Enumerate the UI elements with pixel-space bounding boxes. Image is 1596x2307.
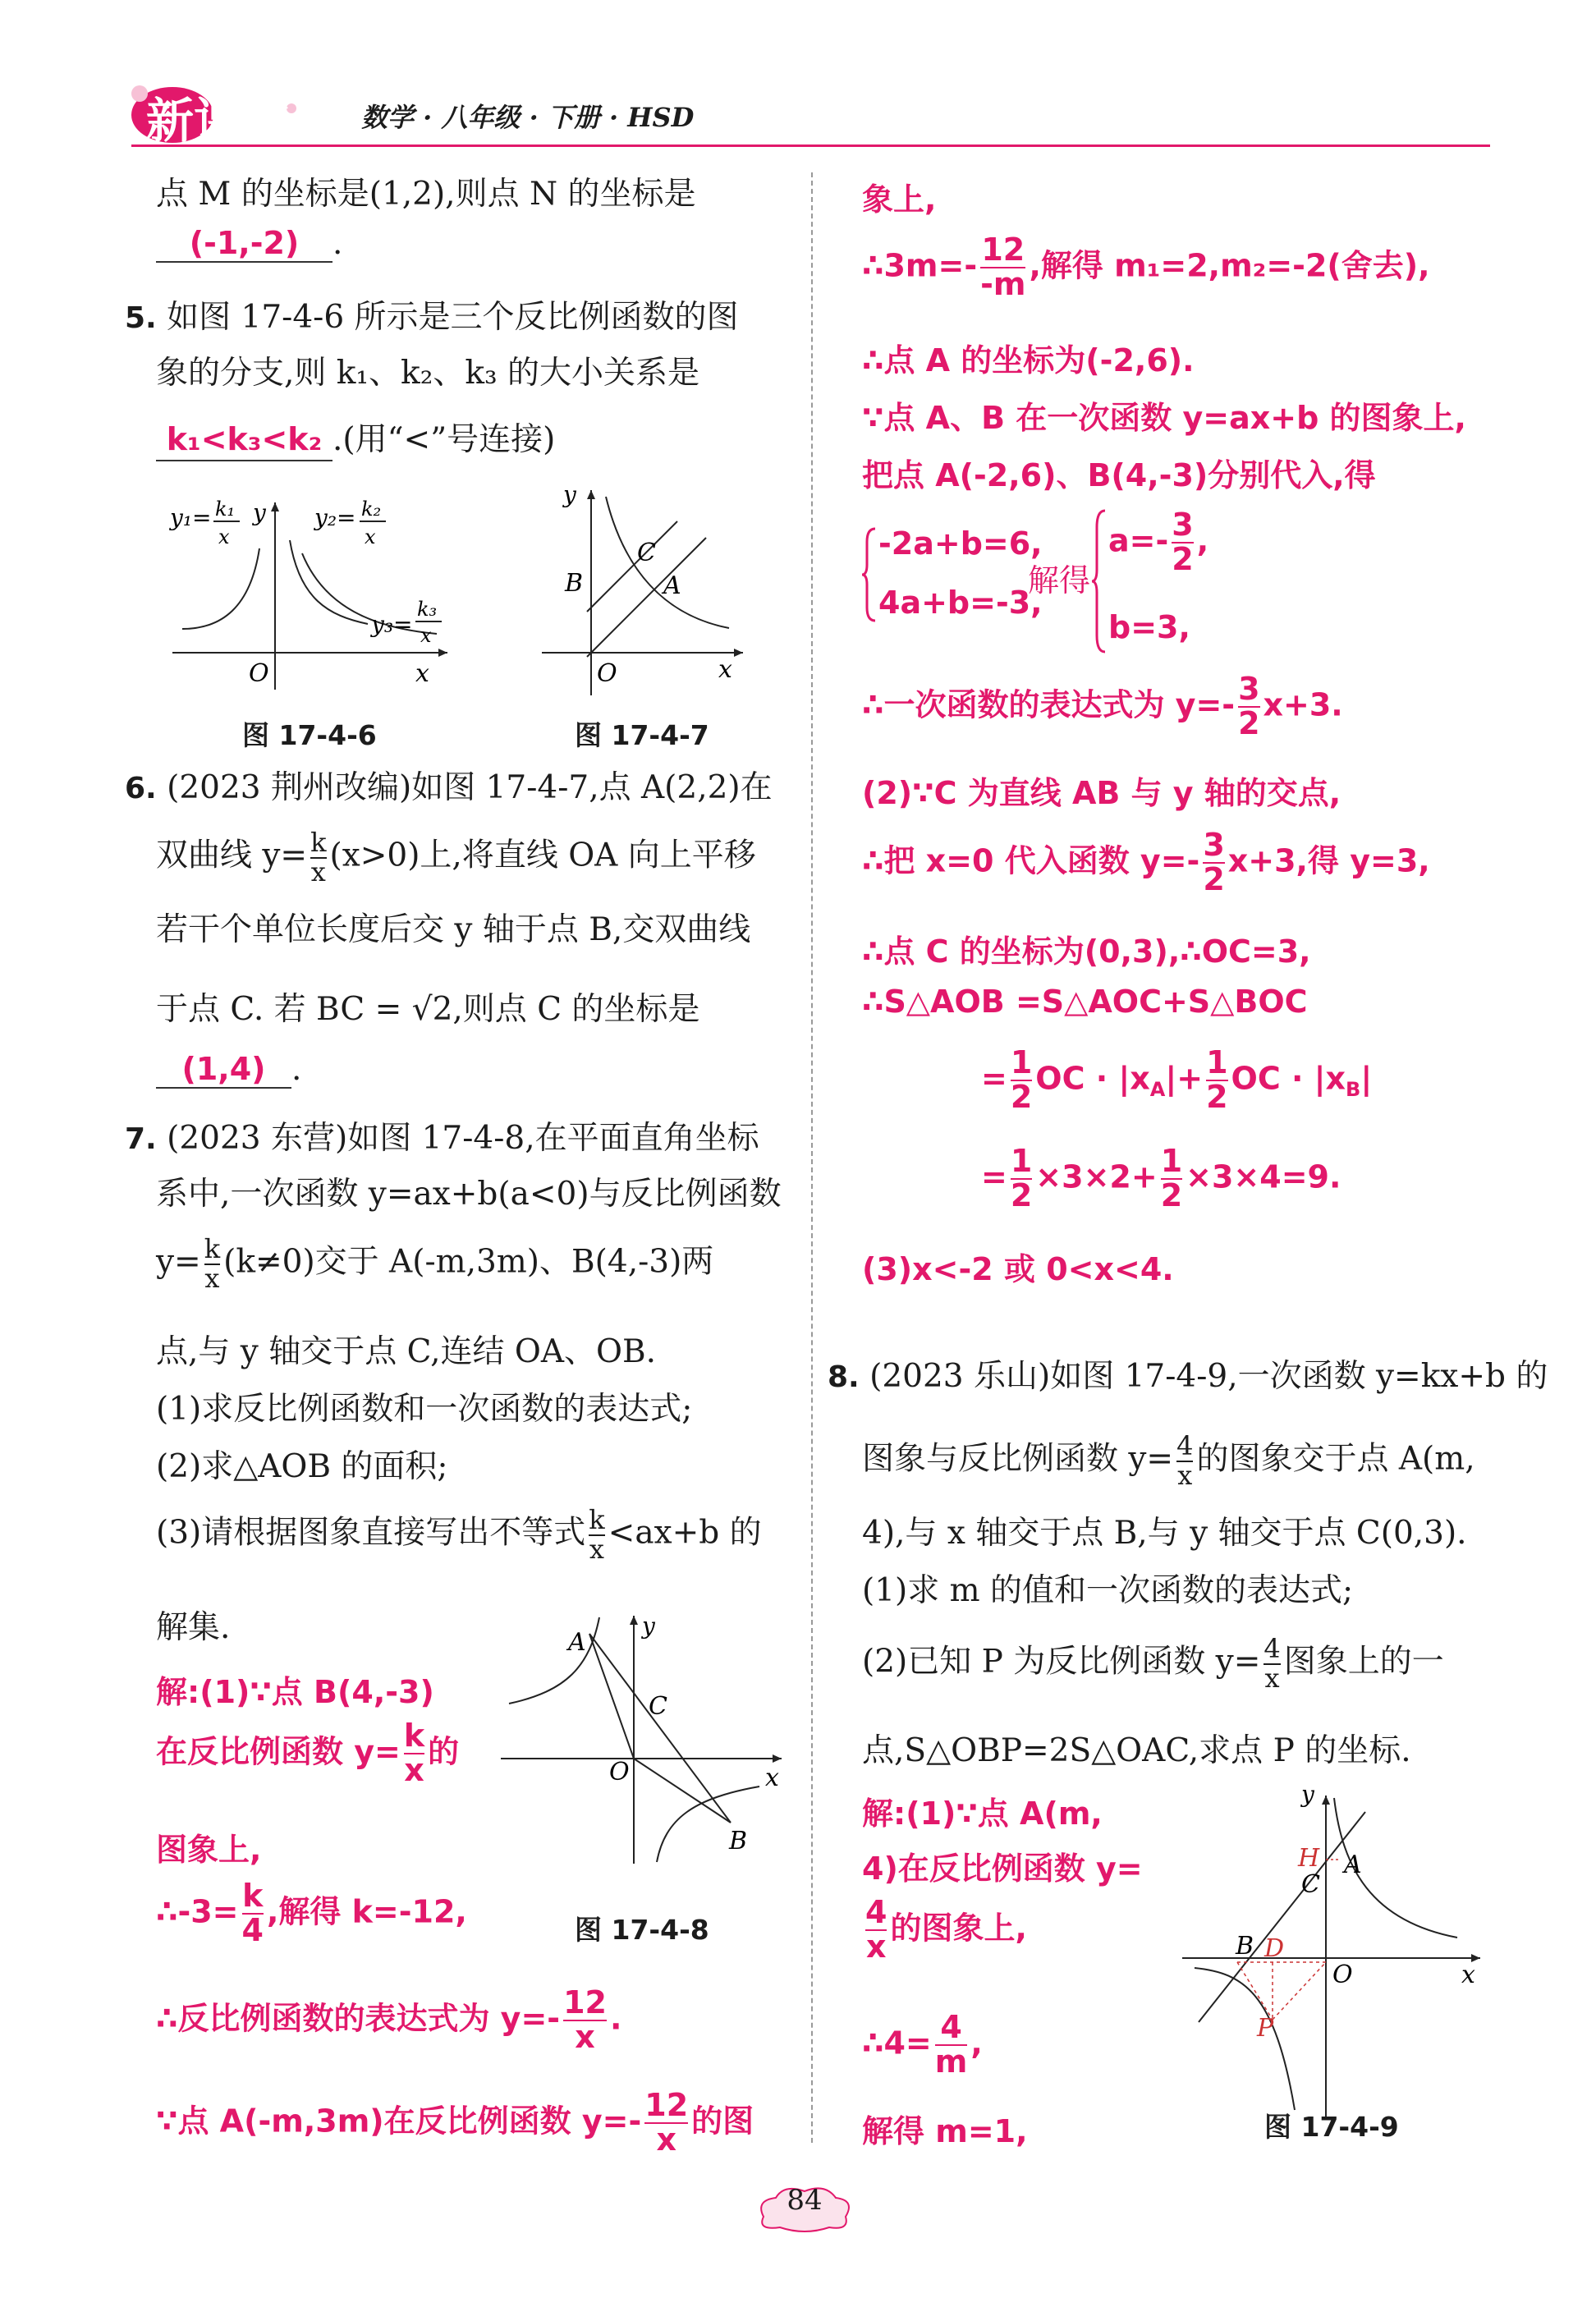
q7-part3a: (3)请根据图象直接写出不等式 xyxy=(156,1514,586,1552)
fig4-label-o: O xyxy=(1332,1961,1353,1989)
fig4-label-x: x xyxy=(1461,1961,1475,1989)
q4-tail-text: 点 M 的坐标是(1,2),则点 N 的坐标是 xyxy=(156,176,696,213)
fig4-label-c: C xyxy=(1301,1870,1320,1899)
fig1-x-arrow xyxy=(438,649,447,657)
r-line5: 把点 A(-2,6)、B(4,-3)分别代入,得 xyxy=(862,457,1376,493)
sys-eq2: 4a+b=-3, xyxy=(878,585,1043,621)
fig3-label-b: B xyxy=(729,1827,748,1855)
r-frac2 xyxy=(1238,673,1259,741)
q7-sol-frac1-den: x xyxy=(404,1751,424,1788)
q7-sol-line6-row xyxy=(156,2089,754,2157)
brace-right xyxy=(1092,507,1108,655)
q7-sol-line4-row xyxy=(156,1880,467,1947)
sys-sol-a-comma: , xyxy=(1196,522,1209,559)
r-frac4 xyxy=(1010,1044,1033,1115)
fig3-caption: 图 17-4-8 xyxy=(575,1914,709,1946)
r-frac5-num: 1 xyxy=(1206,1044,1228,1080)
r-line8b: x+3,得 y=3, xyxy=(1227,842,1430,879)
q5-answer: k₁<k₃<k₂ xyxy=(156,419,332,461)
sys-solve-word: 解得 xyxy=(1028,562,1091,599)
q7-sol-frac1 xyxy=(404,1720,424,1787)
fig4-curve-left xyxy=(1195,1968,1295,2110)
fig2-label-o: O xyxy=(597,659,617,688)
fig2-label-x: x xyxy=(718,655,732,684)
q5-line1: 如图 17-4-6 所示是三个反比例函数的图 xyxy=(167,299,739,336)
q7-frac-num: k xyxy=(204,1233,221,1264)
q7-p3-frac-num: k xyxy=(589,1504,605,1535)
q5-line2: 象的分支,则 k₁、k₂、k₃ 的大小关系是 xyxy=(156,355,699,392)
r-frac3 xyxy=(1203,829,1224,897)
q8-sol-frac1 xyxy=(865,1894,887,1965)
fig1-label-y2-num: k₂ xyxy=(361,498,382,521)
q6-frac xyxy=(310,829,326,886)
q7-part3-row xyxy=(156,1504,762,1565)
r-line7: (2)∵C 为直线 AB 与 y 轴的交点, xyxy=(862,775,1341,811)
fig2-label-c: C xyxy=(637,539,656,567)
q8-sol-line2: 4)在反比例函数 y= xyxy=(862,1851,1143,1887)
brace-left xyxy=(862,525,878,624)
fig3-segment-ob xyxy=(634,1759,731,1823)
q8-line2-row xyxy=(862,1430,1475,1491)
fig4-label-a: A xyxy=(1344,1851,1362,1879)
r-line11e: OC · |x xyxy=(1231,1060,1346,1097)
q7-sol-line2a: 在反比例函数 y= xyxy=(156,1733,401,1770)
q7-sol-line5b: . xyxy=(609,2000,622,2037)
q8-sol-frac1-den: x xyxy=(865,1928,887,1965)
q4-answer-line: (-1,-2) . xyxy=(156,223,342,264)
fig1-label-y2-lhs: y₂= xyxy=(314,504,356,531)
sys-sol-a-row xyxy=(1108,509,1208,576)
fig2-label-y: y xyxy=(563,481,576,508)
q6-line1: (2023 荆州改编)如图 17-4-7,点 A(2,2)在 xyxy=(167,769,773,806)
header-subject: 数学 · 八年级 · 下册 · HSD xyxy=(361,102,695,133)
fig2-hyperbola xyxy=(606,497,729,628)
r-line9: ∴点 C 的坐标为(0,3),∴OC=3, xyxy=(862,933,1311,970)
fig1-label-x: x xyxy=(415,659,429,688)
q6-line4: 于点 C. 若 BC = √2,则点 C 的坐标是 xyxy=(156,991,700,1028)
q8-part2a: (2)已知 P 为反比例函数 y= xyxy=(862,1643,1261,1681)
fig1-label-y1-den: x xyxy=(218,525,230,548)
q8-frac1 xyxy=(1176,1430,1194,1491)
r-frac3-den: 2 xyxy=(1203,860,1225,897)
q8-sol-line4-row xyxy=(862,2011,983,2079)
q5-suffix: .(用“<”号连接) xyxy=(332,421,556,458)
q8-part2b: 图象上的一 xyxy=(1283,1643,1444,1681)
sys-frac-num: 3 xyxy=(1172,507,1194,543)
q8-sol-frac2-num: 4 xyxy=(940,2009,962,2045)
r-line4: ∵点 A、B 在一次函数 y=ax+b 的图象上, xyxy=(862,400,1466,436)
fig4-label-y: y xyxy=(1301,1781,1314,1808)
q6-answer-line: (1,4) . xyxy=(156,1049,301,1090)
r-frac2-den: 2 xyxy=(1238,704,1260,741)
q8-line2b: 的图象交于点 A(m, xyxy=(1196,1440,1475,1478)
r-line13: (3)x<-2 或 0<x<4. xyxy=(862,1251,1174,1287)
fig4-dashed-op xyxy=(1273,1962,1326,2020)
r-frac4-num: 1 xyxy=(1010,1044,1033,1080)
r-frac6-num: 1 xyxy=(1010,1143,1033,1179)
r-line12c: ×3×4=9. xyxy=(1186,1158,1341,1195)
fig1-label-y3-lhs: y₃= xyxy=(371,611,413,638)
q7-line2: 系中,一次函数 y=ax+b(a<0)与反比例函数 xyxy=(156,1176,782,1213)
figure-17-4-8 xyxy=(493,1601,788,1872)
r-line8-row xyxy=(862,829,1430,897)
q7-sol-frac4-den: x xyxy=(644,2122,688,2157)
q8-frac1-den: x xyxy=(1177,1459,1193,1491)
q6-line2b: (x>0)上,将直线 OA 向上平移 xyxy=(329,837,756,874)
q7-line3a: y= xyxy=(156,1243,201,1281)
r-frac7-den: 2 xyxy=(1160,1176,1183,1213)
fig4-label-h: H xyxy=(1298,1844,1320,1873)
r-frac1-den: -m xyxy=(980,265,1026,302)
r-frac2-num: 3 xyxy=(1238,671,1260,707)
r-frac1-num: 12 xyxy=(981,232,1025,268)
fig3-line-ab xyxy=(589,1634,731,1823)
q7-part3b: <ax+b 的 xyxy=(608,1514,762,1552)
q7-part2: (2)求△AOB 的面积; xyxy=(156,1448,448,1485)
sys-eq1: -2a+b=6, xyxy=(878,525,1043,562)
q8-line1: (2023 乐山)如图 17-4-9,一次函数 y=kx+b 的 xyxy=(869,1358,1548,1395)
q8-sol-frac2-den: m xyxy=(934,2043,968,2080)
q7-line1-row xyxy=(125,1118,759,1160)
q7-sol-line2b: 的 xyxy=(428,1733,460,1770)
q8-sol-line5: 解得 m=1, xyxy=(862,2113,1028,2149)
q7-sol-line6b: 的图 xyxy=(691,2103,754,2140)
q7-sol-frac3 xyxy=(563,1984,607,2055)
q8-line3: 4),与 x 轴交于点 B,与 y 轴交于点 C(0,3). xyxy=(862,1515,1467,1552)
q6-line3: 若干个单位长度后交 y 轴于点 B,交双曲线 xyxy=(156,911,751,948)
q7-part1: (1)求反比例函数和一次函数的表达式; xyxy=(156,1391,693,1428)
r-line11a: = xyxy=(981,1060,1007,1097)
q5-answer-line xyxy=(156,419,555,461)
r-line3: ∴点 A 的坐标为(-2,6). xyxy=(862,342,1195,378)
r-line11g: | xyxy=(1360,1060,1373,1097)
q7-sol-frac2 xyxy=(242,1880,264,1947)
fig4-label-p: P xyxy=(1257,2014,1274,2043)
q5-number: 5. xyxy=(125,301,157,335)
column-divider xyxy=(811,172,813,2143)
q8-line2a: 图象与反比例函数 y= xyxy=(862,1440,1174,1478)
r-line12-row xyxy=(981,1145,1341,1213)
figure-17-4-7 xyxy=(542,480,755,698)
q8-sol-line4b: , xyxy=(970,2025,983,2062)
fig1-label-y: y xyxy=(253,499,266,526)
sys-frac-den: 2 xyxy=(1172,540,1194,577)
fig4-caption: 图 17-4-9 xyxy=(1264,2111,1399,2143)
fig3-label-c: C xyxy=(649,1692,667,1721)
q7-sol-line3: 图象上, xyxy=(156,1832,262,1868)
r-line2b: ,解得 m₁=2,m₂=-2(舍去), xyxy=(1029,247,1430,284)
q7-number: 7. xyxy=(125,1122,157,1156)
fig4-line-ab xyxy=(1199,1812,1365,2022)
fig4-label-d: D xyxy=(1264,1934,1285,1963)
q7-p3-frac xyxy=(589,1504,605,1565)
q8-frac2 xyxy=(1264,1635,1280,1692)
r-frac5 xyxy=(1206,1044,1228,1115)
q7-sol-line2-row xyxy=(156,1720,459,1787)
fig3-label-a: A xyxy=(568,1628,586,1657)
q8-part1: (1)求 m 的值和一次函数的表达式; xyxy=(862,1572,1354,1609)
r-line12b: ×3×2+ xyxy=(1035,1158,1158,1195)
q8-sol-line4a: ∴4= xyxy=(862,2025,932,2062)
r-line12a: = xyxy=(981,1158,1007,1195)
fig3-label-y: y xyxy=(642,1612,655,1640)
q7-sol-frac2-num: k xyxy=(242,1878,264,1914)
fig1-label-y1-lhs: y₁= xyxy=(170,504,212,531)
q6-number: 6. xyxy=(125,772,157,805)
q7-sol-line4a: ∴-3= xyxy=(156,1893,239,1930)
q7-line3b: (k≠0)交于 A(-m,3m)、B(4,-3)两 xyxy=(223,1243,714,1281)
r-frac7-num: 1 xyxy=(1160,1143,1183,1179)
r-frac5-den: 2 xyxy=(1206,1078,1228,1115)
q7-line1: (2023 东营)如图 17-4-8,在平面直角坐标 xyxy=(167,1120,759,1157)
figure-17-4-9 xyxy=(1178,1777,1490,2122)
q6-line1-row xyxy=(125,768,773,810)
fig1-label-y1-num: k₁ xyxy=(215,498,236,521)
fig1-label-o: O xyxy=(249,659,269,688)
q8-sol-line3-row xyxy=(862,1894,1027,1965)
sys-sol-b: b=3, xyxy=(1108,609,1190,645)
q8-frac2-num: 4 xyxy=(1264,1633,1281,1664)
r-line6-row xyxy=(862,673,1343,741)
q8-sol-frac1-num: 4 xyxy=(865,1894,887,1930)
r-line11b: OC · |x xyxy=(1035,1060,1150,1097)
page-number: 84 xyxy=(787,2184,823,2217)
r-line1: 象上, xyxy=(862,181,937,218)
fig3-segment-oa xyxy=(589,1634,634,1759)
q7-sol-frac1-num: k xyxy=(403,1718,425,1754)
q8-frac2-den: x xyxy=(1264,1662,1280,1694)
q6-frac-num: k xyxy=(310,827,327,858)
q5-block xyxy=(125,297,739,339)
q7-sol-line4b: ,解得 k=-12, xyxy=(266,1893,467,1930)
q7-line3-row xyxy=(156,1233,714,1294)
q7-sol-frac4 xyxy=(644,2089,688,2157)
r-line11-sub-b: B xyxy=(1346,1077,1361,1101)
r-line2a: ∴3m=- xyxy=(862,247,978,284)
fig1-label-y3-den: x xyxy=(420,624,432,647)
r-frac6 xyxy=(1011,1145,1032,1213)
r-frac7 xyxy=(1161,1145,1182,1213)
fig1-curve-y1 xyxy=(182,548,259,629)
fig2-caption: 图 17-4-7 xyxy=(575,719,709,751)
sys-frac xyxy=(1172,509,1193,576)
r-frac3-num: 3 xyxy=(1203,827,1225,863)
fig1-y-arrow xyxy=(271,502,279,511)
q8-number: 8. xyxy=(828,1360,860,1394)
fig2-label-b: B xyxy=(565,569,584,598)
q7-sol-frac2-den: 4 xyxy=(241,1911,264,1948)
q7-sol-line5a: ∴反比例函数的表达式为 y=- xyxy=(156,2000,561,2037)
q6-line2-row xyxy=(156,829,756,886)
r-line2-row xyxy=(862,234,1430,301)
q6-answer: (1,4) xyxy=(156,1051,291,1089)
fig1-caption: 图 17-4-6 xyxy=(242,719,377,751)
fig1-label-y2-den: x xyxy=(365,525,376,548)
logo-text: 新课堂 xyxy=(146,93,290,149)
q4-answer: (-1,-2) xyxy=(156,225,332,263)
fig2-label-a: A xyxy=(663,571,681,600)
fig1-label-y3-num: k₃ xyxy=(417,598,438,621)
r-line11-row xyxy=(981,1044,1373,1115)
r-line8a: ∴把 x=0 代入函数 y=- xyxy=(862,842,1200,879)
r-frac6-den: 2 xyxy=(1010,1176,1033,1213)
r-line6b: x+3. xyxy=(1263,686,1343,723)
header-rule xyxy=(131,144,1490,147)
r-frac4-den: 2 xyxy=(1010,1078,1033,1115)
q8-sol-line1: 解:(1)∵点 A(m, xyxy=(862,1796,1103,1832)
q8-frac1-num: 4 xyxy=(1176,1430,1194,1461)
q7-sol-frac4-num: 12 xyxy=(644,2087,689,2123)
q7-sol-line6a: ∵点 A(-m,3m)在反比例函数 y=- xyxy=(156,2103,642,2140)
q7-p3-frac-den: x xyxy=(589,1533,604,1565)
q6-line2a: 双曲线 y= xyxy=(156,837,308,874)
q8-sol-frac2 xyxy=(935,2011,968,2079)
figure-17-4-6 xyxy=(164,484,460,698)
q8-part2-row xyxy=(862,1635,1444,1692)
q7-line4: 点,与 y 轴交于点 C,连结 OA、OB. xyxy=(156,1333,657,1370)
q8-part3: 点,S△OBP=2S△OAC,求点 P 的坐标. xyxy=(862,1732,1411,1769)
q7-sol-line5-row xyxy=(156,1984,622,2055)
r-line6a: ∴一次函数的表达式为 y=- xyxy=(862,686,1236,723)
q7-sol-frac3-den: x xyxy=(563,2020,607,2054)
q7-sol-line1: 解:(1)∵点 B(4,-3) xyxy=(156,1674,434,1710)
fig3-label-o: O xyxy=(609,1758,630,1786)
q7-frac-den: x xyxy=(204,1262,220,1294)
r-line10: ∴S△AOB =S△AOC+S△BOC xyxy=(862,984,1308,1020)
fig4-label-b: B xyxy=(1236,1932,1254,1961)
q7-part3c: 解集. xyxy=(156,1609,231,1646)
q7-sol-frac3-num: 12 xyxy=(563,1984,607,2020)
q8-sol-line3b: 的图象上, xyxy=(890,1910,1027,1947)
fig1-curve-y2 xyxy=(290,540,368,624)
q8-line1-row xyxy=(828,1356,1548,1398)
q7-frac xyxy=(204,1233,221,1294)
fig4-dashed-bp xyxy=(1237,1962,1273,2020)
sys-sol-a-lhs: a=- xyxy=(1108,522,1169,559)
r-line11-sub-a: A xyxy=(1149,1077,1166,1101)
q6-frac-den: x xyxy=(310,855,326,887)
r-line11d: |+ xyxy=(1165,1060,1204,1097)
fig3-label-x: x xyxy=(765,1764,779,1792)
r-frac1 xyxy=(980,234,1025,301)
